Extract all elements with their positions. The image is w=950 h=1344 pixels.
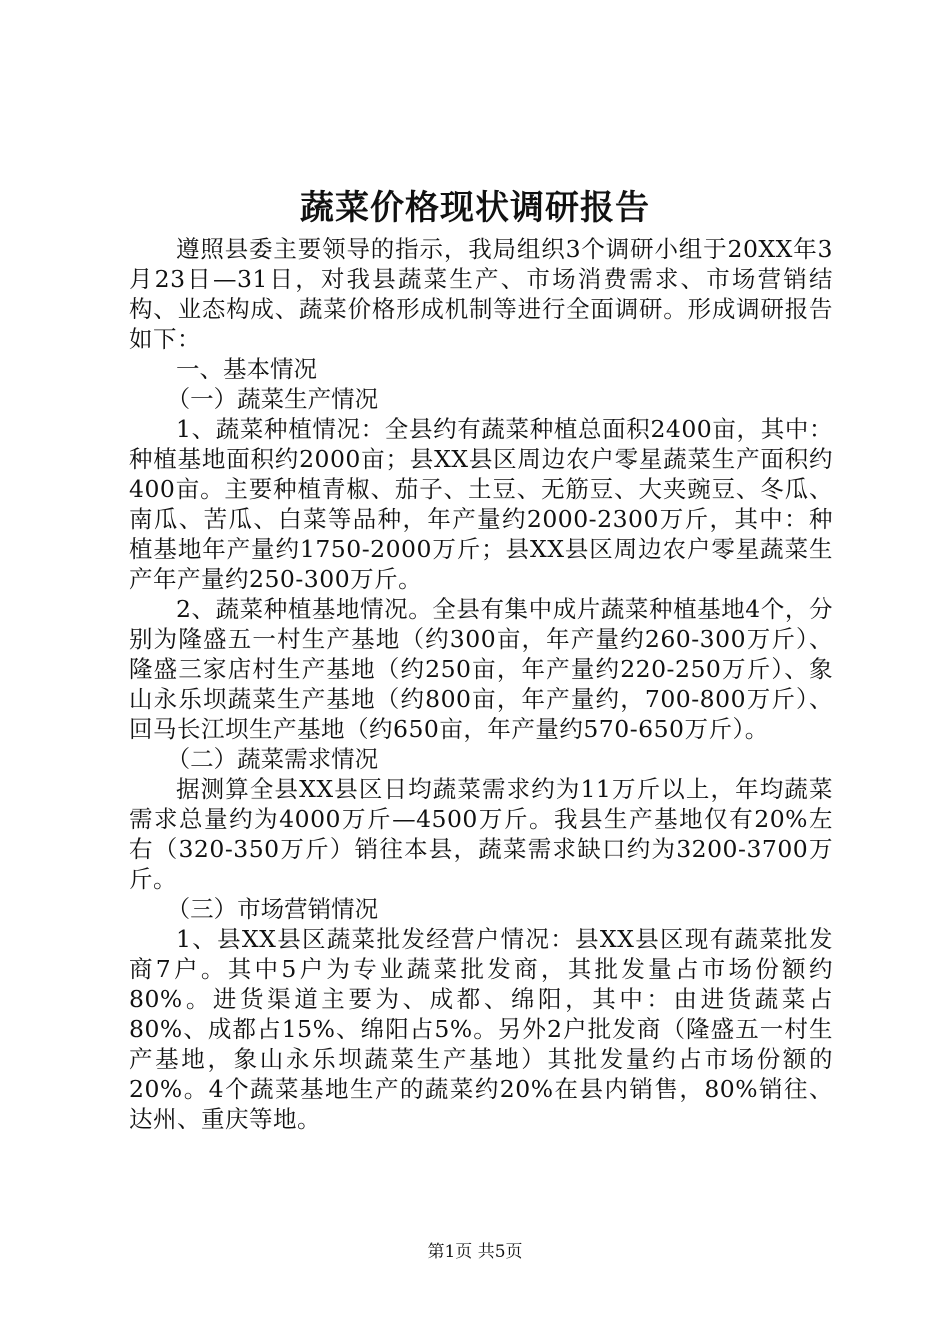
subsection-heading-demand: （二）蔬菜需求情况 — [166, 745, 379, 773]
subsection-heading-production: （一）蔬菜生产情况 — [166, 385, 379, 413]
paragraph-planting-situation: 1、蔬菜种植情况：全县约有蔬菜种植总面积2400亩，其中：种植基地面积约2000亩；县XX县区周边农户零星蔬菜生产面积约400亩。主要种植青椒、茄子、土豆、无筋豆、大夹豌豆、冬瓜、南瓜、苦瓜、白菜等品种，年产量约2000-2300万斤，其中：种植基地年产量约1750-2000万斤；县XX县区周边农户零星蔬菜生产年产量约250-300万斤。 — [129, 415, 833, 593]
document-body — [129, 234, 833, 1134]
intro-paragraph: 遵照县委主要领导的指示，我局组织3个调研小组于20XX年3月23日—31日，对我县蔬菜生产、市场消费需求、市场营销结构、业态构成、蔬菜价格形成机制等进行全面调研。形成调研报告如下： — [129, 235, 833, 353]
paragraph-planting-bases: 2、蔬菜种植基地情况。全县有集中成片蔬菜种植基地4个，分别为隆盛五一村生产基地（约300亩，年产量约260-300万斤）、隆盛三家店村生产基地（约250亩，年产量约220-250万斤）、象山永乐坝蔬菜生产基地（约800亩，年产量约，700-800万斤）、回马长江坝生产基地（约650亩，年产量约570-650万斤）。 — [129, 595, 833, 743]
section-heading-basic-situation: 一、基本情况 — [176, 355, 317, 383]
paragraph-demand: 据测算全县XX县区日均蔬菜需求约为11万斤以上，年均蔬菜需求总量约为4000万斤—4500万斤。我县生产基地仅有20%左右（320-350万斤）销往本县，蔬菜需求缺口约为3200-3700万斤。 — [129, 775, 833, 893]
page-footer: 第1页 共5页 — [427, 1242, 523, 1262]
subsection-heading-marketing: （三）市场营销情况 — [166, 895, 379, 923]
document-title: 蔬菜价格现状调研报告 — [300, 188, 650, 228]
paragraph-wholesalers: 1、县XX县区蔬菜批发经营户情况：县XX县区现有蔬菜批发商7户。其中5户为专业蔬菜批发商，其批发量占市场份额约80%。进货渠道主要为、成都、绵阳，其中：由进货蔬菜占80%、成都占15%、绵阳占5%。另外2户批发商（隆盛五一村生产基地，象山永乐坝蔬菜生产基地）其批发量约占市场份额的20%。4个蔬菜基地生产的蔬菜约20%在县内销售，80%销往、达州、重庆等地。 — [129, 925, 833, 1133]
